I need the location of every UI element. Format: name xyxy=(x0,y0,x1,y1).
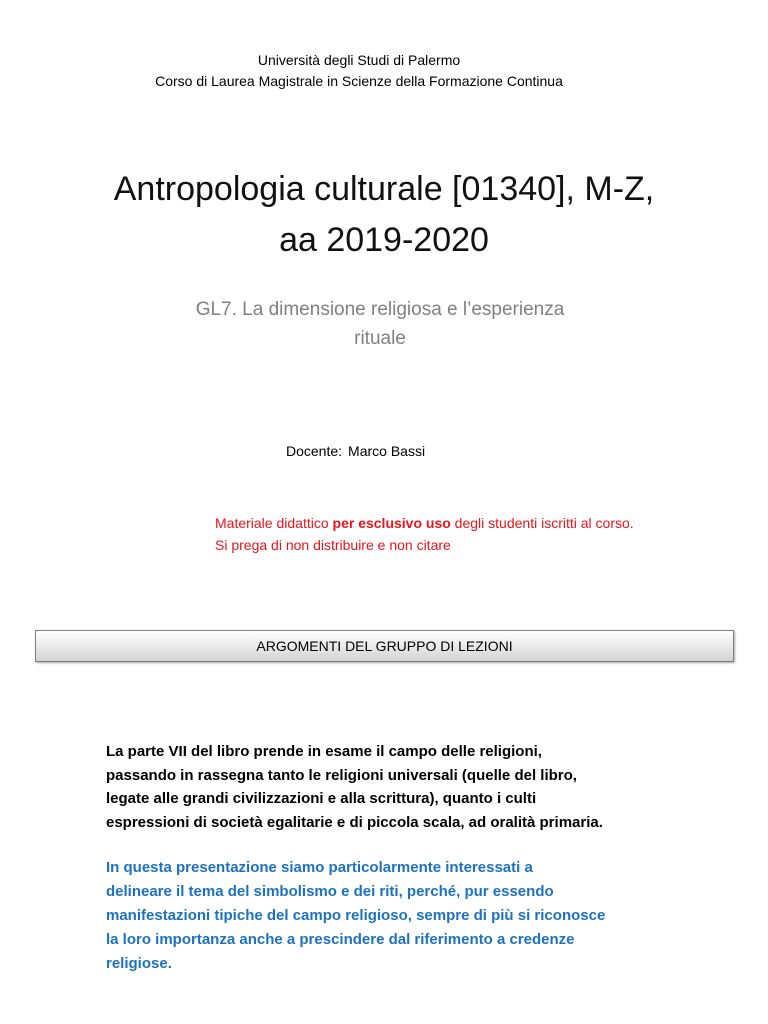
subtitle-line-1: GL7. La dimensione religiosa e l’esperienza xyxy=(195,299,565,320)
topics-heading: ARGOMENTI DEL GRUPPO DI LEZIONI xyxy=(256,638,513,654)
intro-line: legate alle grandi civilizzazioni e alla scrittura), quanto i culti xyxy=(106,790,537,807)
page-title xyxy=(0,164,768,266)
usage-notice xyxy=(215,512,634,556)
university-header xyxy=(0,50,718,92)
subtitle xyxy=(0,295,760,353)
title-line-1: Antropologia culturale [01340], M-Z, xyxy=(113,170,655,208)
teacher-name: Marco Bassi xyxy=(348,443,426,459)
notice-text-before: Materiale didattico xyxy=(215,515,333,531)
notice-line-2: Si prega di non distribuire e non citare xyxy=(215,537,451,553)
teacher-info xyxy=(286,441,425,461)
intro-line: espressioni di società egalitarie e di piccola scala, ad oralità primaria. xyxy=(106,813,603,831)
focus-paragraph xyxy=(106,856,605,976)
topics-heading-bar xyxy=(35,630,734,662)
subtitle-line-2: rituale xyxy=(354,328,406,349)
intro-line: passando in rassegna tanto le religioni universali (quelle del libro, xyxy=(106,766,577,784)
notice-text-after: degli studenti iscritti al corso. xyxy=(450,515,634,531)
focus-line: la loro importanza anche a prescindere dal riferimento a credenze xyxy=(106,931,575,948)
intro-paragraph xyxy=(106,740,603,834)
title-line-2: aa 2019-2020 xyxy=(279,221,489,259)
notice-emphasis: per esclusivo uso xyxy=(332,515,451,531)
focus-line: manifestazioni tipiche del campo religioso, sempre di più si riconosce xyxy=(106,907,606,924)
intro-line: La parte VII del libro prende in esame il campo delle religioni, xyxy=(106,743,542,760)
teacher-label: Docente: xyxy=(286,443,343,459)
focus-line: delineare il tema del simbolismo e dei riti, perché, pur essendo xyxy=(106,883,554,900)
focus-line: religiose. xyxy=(106,955,172,972)
notice-line-1 xyxy=(215,512,634,534)
focus-line: In questa presentazione siamo particolarmente interessati a xyxy=(106,859,533,876)
university-name: Università degli Studi di Palermo xyxy=(257,52,461,68)
degree-name: Corso di Laurea Magistrale in Scienze della Formazione Continua xyxy=(155,73,563,89)
